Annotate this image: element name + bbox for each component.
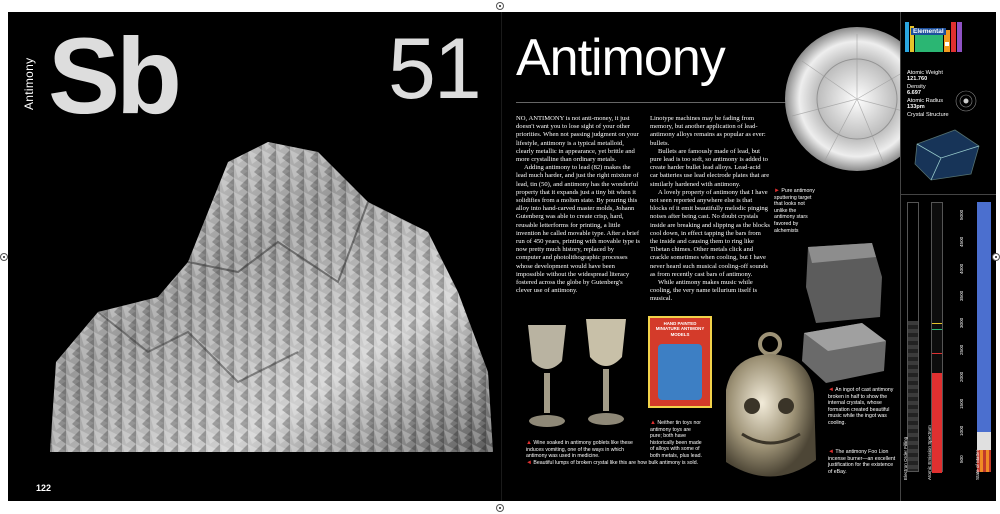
atomic-weight-label: Atomic Weight (907, 70, 943, 76)
caption-triangle-icon: ▲ (526, 440, 532, 446)
atomic-weight-value: 121.760 (907, 76, 928, 82)
book-spread (8, 12, 996, 501)
caption-triangle-icon: ► (774, 188, 780, 194)
atomic-number: 51 (388, 21, 480, 117)
body-column-1 (516, 115, 640, 295)
periodic-table-icon (905, 20, 963, 56)
atomic-radius-label: Atomic Radius (907, 98, 944, 104)
scale-tick: 1000 (959, 425, 964, 436)
toy-box-image (648, 316, 712, 408)
scale-tick: 1500 (959, 398, 964, 409)
caption-triangle-icon: ◄ (828, 387, 834, 393)
antimony-rock-image (38, 122, 498, 472)
scale-tick: 4000 (959, 263, 964, 274)
toy-box-window (658, 344, 702, 400)
density-value: 6.697 (907, 90, 921, 96)
element-title: Antimony (516, 29, 725, 87)
body-paragraph: Adding antimony to lead (82) makes the lead much harder, and just the right mixture of lead, tin (50), and antimony has the wonderful property that it expands just a tiny bit when it solidifies from a molten state. By pouring this alloy into hand-carved master molds, Johann Gutenberg was able to create crisp, hard, reusable letterforms for printing, a little invention he called movable type. After a brief run of 450 years, printing with movable type is now pretty much history, replaced by computer and photolithographic processes whose development would have been impossible without the widespread literacy fostered across the globe by Gutenberg's clever use of antimony. (516, 164, 640, 295)
crystal-structure-label: Crystal Structure (907, 112, 949, 118)
electron-order-label: Electron Order Filling (903, 436, 908, 480)
registration-mark-left (0, 253, 8, 261)
scale-tick: 500 (959, 455, 964, 463)
body-column-2 (650, 115, 770, 304)
scale-tick: 3500 (959, 290, 964, 301)
scale-tick: 4500 (959, 236, 964, 247)
body-paragraph: NO, ANTIMONY is not anti-money, it just doesn't want you to lose sight of your other priorities. When not passing judgment on your lifestyle, antimony is a typical metalloid, clearly metallic in appearance, yet brittle and more crystalline than ordinary metals. (516, 115, 639, 164)
goblets-image (522, 317, 636, 437)
state-of-matter-label: State of Matter (975, 449, 980, 480)
element-infobox (900, 12, 996, 501)
scale-tick: 3000 (959, 317, 964, 328)
emission-spectrum-column (931, 202, 943, 472)
caption-triangle-icon: ◄ (526, 460, 532, 466)
scale-tick: 5000 (959, 209, 964, 220)
caption-toys: ▲ Neither tin toys nor antimony toys are pure; both have historically been made of alloys with some of both metals, plus lead. (650, 420, 702, 459)
state-of-matter-column (977, 202, 991, 472)
left-page (8, 12, 502, 501)
caption-disc: ► Pure antimony sputtering target that looks not unlike the antimony stars favored by alchemists (774, 188, 815, 234)
registration-mark-right (992, 253, 1000, 261)
density-label: Density (907, 84, 926, 90)
atomic-radius-value: 133pm (907, 104, 925, 110)
foo-lion-incense-burner-image (712, 330, 822, 494)
body-paragraph: Bullets are famously made of lead, but pure lead is too soft, so antimony is added to create harder bullet lead alloys. Lead-acid car batteries use lead electrode plates that are similarly hardened with antimony. (650, 147, 770, 188)
brand-label: Elemental (913, 28, 944, 35)
registration-mark-bottom (496, 504, 504, 512)
crystal-structure-icon (911, 124, 983, 184)
caption-triangle-icon: ▲ (650, 420, 656, 426)
scale-tick: 2500 (959, 344, 964, 355)
element-symbol: Sb (48, 15, 179, 136)
body-paragraph: A lovely property of antimony that I have not seen reported anywhere else is that blocks of it emit beautifully melodic pinging noises after being cast. No doubt crystals inside are breaking and slipping as the blocks cool down, in effect tapping the bars from the inside and causing them to ring like Tibetan chimes. Other metals click and crackle sometimes when cooling, but I have never heard such musical cooling-off sounds as from recently cast bars of antimony. (650, 188, 770, 278)
caption-goblets: ▲ Wine soaked in antimony goblets like these induces vomiting, one of the ways in which antimony was used in medicine. (526, 440, 633, 460)
caption-triangle-icon: ◄ (828, 449, 834, 455)
atom-orbit-icon (955, 90, 977, 112)
caption-foo-lion: ◄ The antimony Foo Lion incense burner—an excellent justification for the existence of eBay. (828, 449, 896, 475)
infobox-divider (901, 194, 996, 195)
page-number-left: 122 (36, 483, 52, 493)
registration-mark-top (496, 2, 504, 10)
spectrum-label: Atomic Emission Spectrum (927, 425, 932, 480)
side-label: Antimony (22, 57, 36, 110)
caption-lumps: ◄ Beautiful lumps of broken crystal like this are how bulk antimony is sold. (526, 460, 699, 466)
temperature-scale (955, 202, 975, 472)
body-paragraph: While antimony makes music while cooling, the very name tellurium itself is musical. (650, 279, 758, 303)
electron-filling-column (907, 202, 919, 472)
toy-box-label: HAND PAINTED MINIATURE ANTIMONY MODELS (655, 321, 705, 337)
right-page (502, 12, 996, 501)
caption-ingot: ◄ An ingot of cast antimony broken in half to show the internal crystals, whose formation created beautiful music while the ingot was cooling. (828, 387, 894, 426)
scale-tick: 2000 (959, 371, 964, 382)
body-paragraph: Linotype machines may be fading from memory, but another application of lead-antimony alloys remains as popular as ever: bullets. (650, 115, 766, 147)
